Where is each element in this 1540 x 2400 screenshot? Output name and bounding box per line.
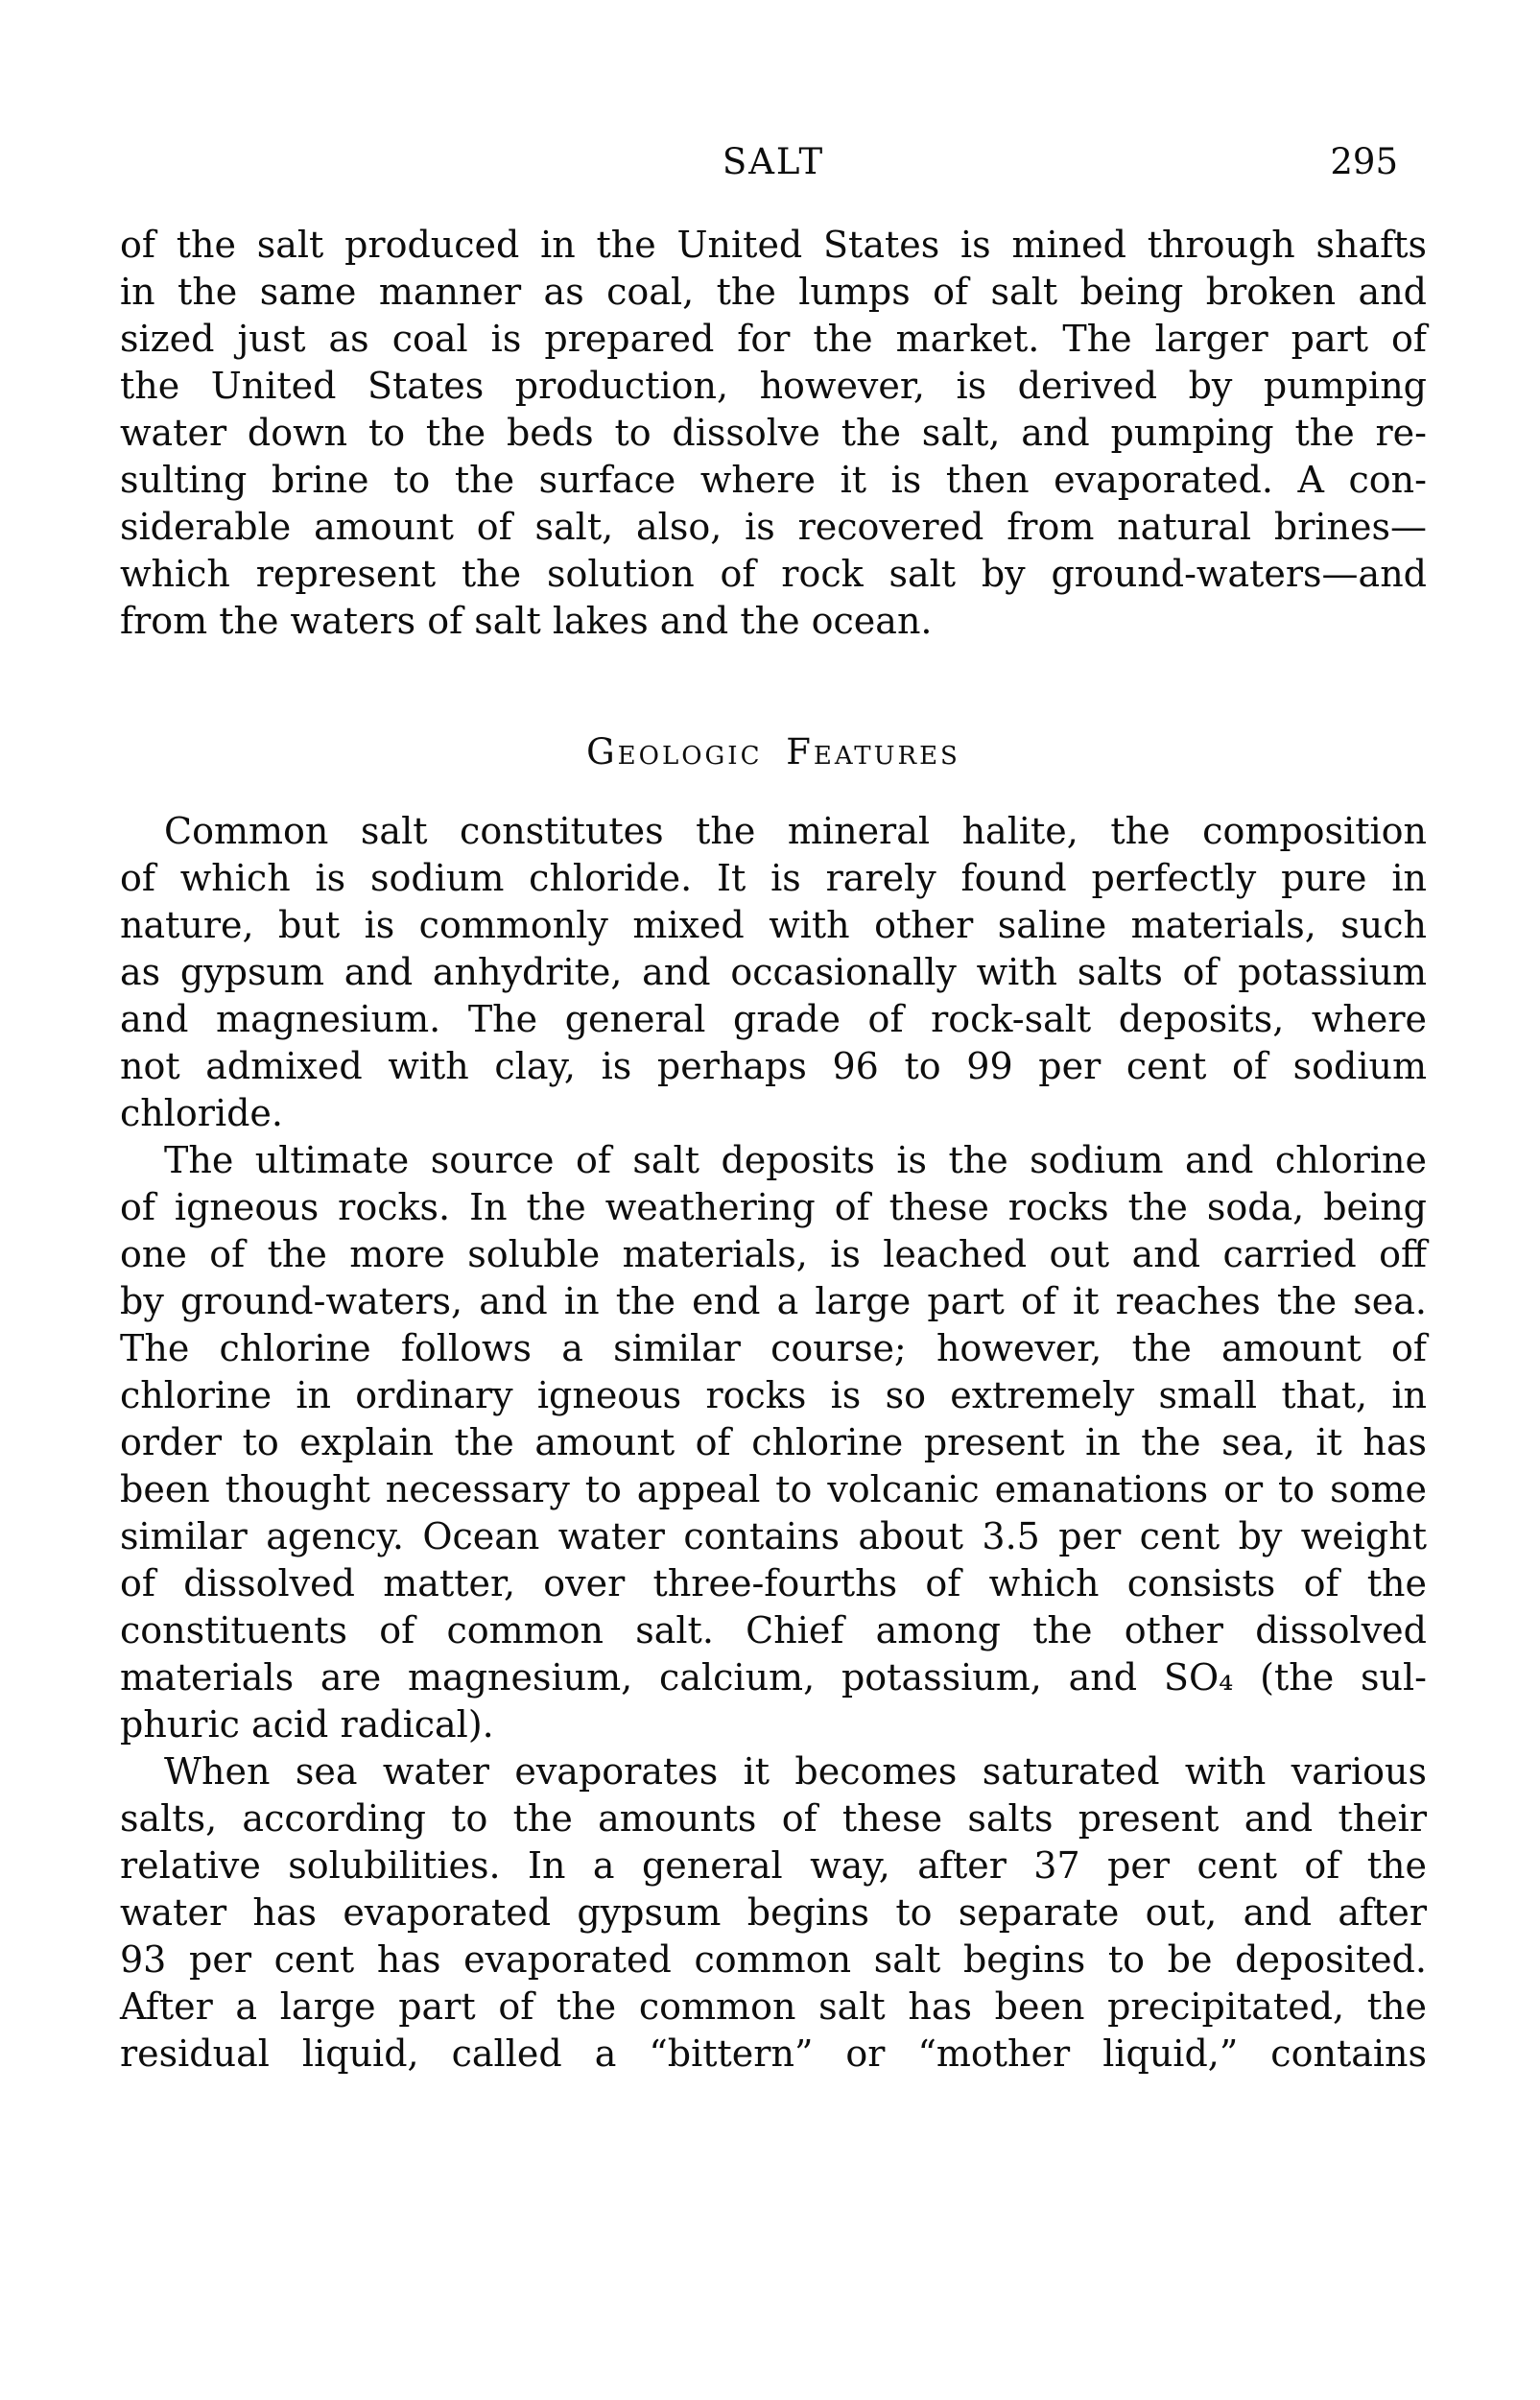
page-number: 295 xyxy=(1330,141,1398,182)
text-line: of the salt produced in the United States is mined through shafts xyxy=(120,224,1427,266)
text-line: one of the more soluble materials, is leached out and carried off xyxy=(120,1233,1427,1275)
text-line: and magnesium. The general grade of rock-salt deposits, where xyxy=(120,998,1427,1040)
text-line: constituents of common salt. Chief among the other dissolved xyxy=(120,1609,1427,1651)
text-line: similar agency. Ocean water contains about 3.5 per cent by weight xyxy=(120,1515,1427,1557)
text-line: After a large part of the common salt has been precipitated, the xyxy=(120,1985,1427,2028)
text-line: water down to the beds to dissolve the salt, and pumping the re- xyxy=(120,412,1427,454)
text-line: sulting brine to the surface where it is then evaporated. A con- xyxy=(120,459,1427,501)
text-line: by ground-waters, and in the end a large part of it reaches the sea. xyxy=(120,1280,1427,1322)
text-line: siderable amount of salt, also, is recovered from natural brines— xyxy=(120,506,1427,548)
running-head xyxy=(120,140,1427,184)
text-line: in the same manner as coal, the lumps of salt being broken and xyxy=(120,271,1427,313)
paragraph-geologic-1 xyxy=(120,808,1427,1137)
text-line: not admixed with clay, is perhaps 96 to 99 per cent of sodium xyxy=(120,1045,1427,1087)
text-line: the United States production, however, is derived by pumping xyxy=(120,365,1427,407)
opening-paragraph xyxy=(120,222,1427,645)
text-line: phuric acid radical). xyxy=(120,1703,494,1746)
running-head-title: SALT xyxy=(722,141,825,182)
text-line: order to explain the amount of chlorine present in the sea, it has xyxy=(120,1421,1427,1463)
text-line: materials are magnesium, calcium, potassium, and SO₄ (the sul- xyxy=(120,1656,1427,1699)
text-line: been thought necessary to appeal to volcanic emanations or to some xyxy=(120,1468,1427,1510)
text-line: which represent the solution of rock salt by ground-waters—and xyxy=(120,553,1427,595)
text-line: of which is sodium chloride. It is rarely found perfectly pure in xyxy=(120,857,1427,899)
text-line: residual liquid, called a “bittern” or “mother liquid,” contains xyxy=(120,2032,1427,2075)
text-line: relative solubilities. In a general way, after 37 per cent of the xyxy=(120,1844,1427,1887)
text-line: of dissolved matter, over three-fourths of which consists of the xyxy=(120,1562,1427,1604)
paragraph-geologic-2 xyxy=(120,1137,1427,1748)
page-body xyxy=(120,222,1427,2078)
text-line: 93 per cent has evaporated common salt begins to be deposited. xyxy=(120,1938,1427,1981)
text-line: from the waters of salt lakes and the ocean. xyxy=(120,600,933,642)
text-line: Common salt constitutes the mineral halite, the composition xyxy=(164,810,1427,852)
text-line: The ultimate source of salt deposits is the sodium and chlorine xyxy=(164,1139,1427,1181)
text-line: as gypsum and anhydrite, and occasionally with salts of potassium xyxy=(120,951,1427,993)
text-line: The chlorine follows a similar course; however, the amount of xyxy=(120,1327,1427,1369)
text-line: chloride. xyxy=(120,1092,283,1134)
text-line: sized just as coal is prepared for the market. The larger part of xyxy=(120,318,1427,360)
text-line: water has evaporated gypsum begins to separate out, and after xyxy=(120,1891,1427,1934)
paragraph-geologic-3 xyxy=(120,1748,1427,2078)
text-line: chlorine in ordinary igneous rocks is so extremely small that, in xyxy=(120,1374,1427,1416)
text-line: nature, but is commonly mixed with other saline materials, such xyxy=(120,904,1427,946)
text-line: salts, according to the amounts of these salts present and their xyxy=(120,1797,1427,1840)
section-heading: Geologic Features xyxy=(586,731,960,772)
text-line: When sea water evaporates it becomes saturated with various xyxy=(164,1750,1427,1793)
text-line: of igneous rocks. In the weathering of these rocks the soda, being xyxy=(120,1186,1427,1228)
